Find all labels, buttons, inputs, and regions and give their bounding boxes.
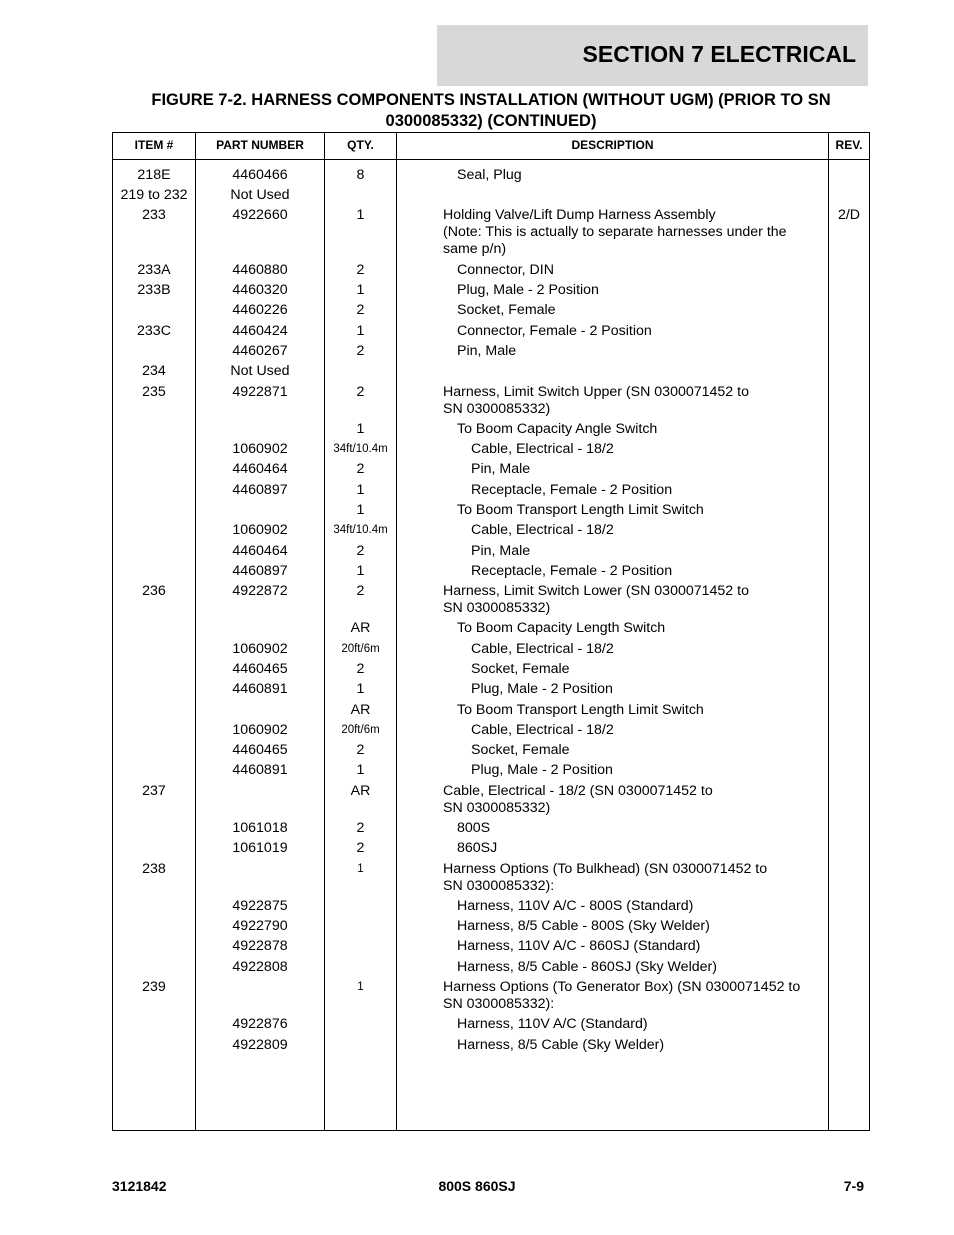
part-number: 4922790 bbox=[232, 918, 288, 934]
description: Cable, Electrical - 18/2 bbox=[471, 441, 614, 457]
quantity: 1 bbox=[357, 981, 364, 993]
quantity: 1 bbox=[357, 863, 364, 875]
revision: 2/D bbox=[837, 207, 861, 223]
part-number: 4460880 bbox=[232, 262, 288, 278]
item-number: 237 bbox=[142, 783, 166, 799]
quantity: 1 bbox=[356, 421, 365, 437]
quantity: 8 bbox=[356, 167, 365, 183]
part-number: 4460320 bbox=[232, 282, 288, 298]
quantity: AR bbox=[350, 783, 371, 799]
part-number: 4922875 bbox=[232, 898, 288, 914]
part-number: 1060902 bbox=[232, 441, 288, 457]
description: Harness, 110V A/C - 800S (Standard) bbox=[457, 898, 694, 914]
column-divider bbox=[396, 133, 397, 1130]
quantity: 1 bbox=[356, 762, 365, 778]
header-item: ITEM # bbox=[134, 138, 174, 152]
part-number: 4460465 bbox=[232, 742, 288, 758]
description: Harness, Limit Switch Upper (SN 0300071452 to SN 0300085332) bbox=[443, 384, 749, 417]
column-divider bbox=[828, 133, 829, 1130]
description: Cable, Electrical - 18/2 bbox=[471, 722, 614, 738]
description: Pin, Male bbox=[471, 543, 531, 559]
section-title: SECTION 7 ELECTRICAL bbox=[582, 41, 856, 67]
part-number: 4922872 bbox=[232, 583, 288, 599]
part-number: 4922808 bbox=[232, 959, 288, 975]
quantity: 2 bbox=[356, 742, 365, 758]
description: Cable, Electrical - 18/2 bbox=[471, 641, 614, 657]
description: Holding Valve/Lift Dump Harness Assembly (Note: This is actually to separate harnesses under the same p/n) bbox=[443, 207, 787, 257]
description: 800S bbox=[457, 820, 491, 836]
description: Socket, Female bbox=[457, 302, 556, 318]
description: To Boom Capacity Length Switch bbox=[457, 620, 666, 636]
quantity: 2 bbox=[356, 840, 365, 856]
quantity: 1 bbox=[356, 482, 365, 498]
item-number: 233 bbox=[142, 207, 166, 223]
parts-table bbox=[112, 132, 870, 1131]
description: Harness, 8/5 Cable - 860SJ (Sky Welder) bbox=[457, 959, 717, 975]
part-number: 4460891 bbox=[232, 681, 288, 697]
figure-title bbox=[113, 90, 869, 132]
quantity: 1 bbox=[356, 323, 365, 339]
description: Pin, Male bbox=[471, 461, 531, 477]
description: Receptacle, Female - 2 Position bbox=[471, 563, 673, 579]
description: Cable, Electrical - 18/2 (SN 0300071452 to SN 0300085332) bbox=[443, 783, 713, 816]
description: Connector, Female - 2 Position bbox=[457, 323, 652, 339]
description: Receptacle, Female - 2 Position bbox=[471, 482, 673, 498]
item-number: 236 bbox=[142, 583, 166, 599]
quantity: 2 bbox=[356, 343, 365, 359]
description: 860SJ bbox=[457, 840, 498, 856]
description: Connector, DIN bbox=[457, 262, 554, 278]
item-number: 233A bbox=[137, 262, 171, 278]
header-rev: REV. bbox=[835, 138, 863, 152]
header-qty: QTY. bbox=[347, 138, 374, 152]
description: Socket, Female bbox=[471, 661, 570, 677]
description: Harness Options (To Bulkhead) (SN 0300071452 to SN 0300085332): bbox=[443, 861, 768, 894]
item-number: 235 bbox=[142, 384, 166, 400]
quantity: 1 bbox=[356, 563, 365, 579]
section-header-band bbox=[437, 25, 868, 86]
quantity: 2 bbox=[356, 583, 365, 599]
description: Harness, 110V A/C (Standard) bbox=[457, 1016, 648, 1032]
description: Plug, Male - 2 Position bbox=[471, 681, 613, 697]
footer-document-number: 3121842 bbox=[112, 1178, 167, 1194]
part-number: 1060902 bbox=[232, 522, 288, 538]
description: Harness, 110V A/C - 860SJ (Standard) bbox=[457, 938, 701, 954]
quantity: 20ft/6m bbox=[341, 724, 380, 736]
part-number: 4922878 bbox=[232, 938, 288, 954]
part-number: 1060902 bbox=[232, 641, 288, 657]
description: To Boom Transport Length Limit Switch bbox=[457, 702, 704, 718]
description: Harness, Limit Switch Lower (SN 0300071452 to SN 0300085332) bbox=[443, 583, 749, 616]
part-number: 4460464 bbox=[232, 543, 288, 559]
description: Plug, Male - 2 Position bbox=[471, 762, 613, 778]
part-number: 4460267 bbox=[232, 343, 288, 359]
part-number: 4922876 bbox=[232, 1016, 288, 1032]
header-divider bbox=[113, 159, 869, 160]
figure-title-line-2: 0300085332) (CONTINUED) bbox=[385, 112, 597, 130]
description: Cable, Electrical - 18/2 bbox=[471, 522, 614, 538]
part-number: Not Used bbox=[230, 187, 290, 203]
part-number: 4922809 bbox=[232, 1037, 288, 1053]
item-number: 233C bbox=[137, 323, 171, 339]
quantity: 1 bbox=[356, 207, 365, 223]
quantity: 1 bbox=[356, 502, 365, 518]
quantity: AR bbox=[350, 702, 371, 718]
description: Socket, Female bbox=[471, 742, 570, 758]
quantity: 2 bbox=[356, 543, 365, 559]
figure-title-line-1: FIGURE 7-2. HARNESS COMPONENTS INSTALLATION (WITHOUT UGM) (PRIOR TO SN bbox=[151, 91, 831, 109]
quantity: 1 bbox=[356, 282, 365, 298]
description: Plug, Male - 2 Position bbox=[457, 282, 599, 298]
description: Harness, 8/5 Cable - 800S (Sky Welder) bbox=[457, 918, 710, 934]
footer-page-number: 7-9 bbox=[843, 1178, 864, 1194]
item-number: 234 bbox=[142, 363, 166, 379]
part-number: 4922871 bbox=[232, 384, 288, 400]
quantity: 34ft/10.4m bbox=[333, 443, 388, 455]
quantity: 34ft/10.4m bbox=[333, 524, 388, 536]
description: To Boom Capacity Angle Switch bbox=[457, 421, 658, 437]
quantity: AR bbox=[350, 620, 371, 636]
quantity: 2 bbox=[356, 820, 365, 836]
item-number: 239 bbox=[142, 979, 166, 995]
part-number: 4460465 bbox=[232, 661, 288, 677]
part-number: 1060902 bbox=[232, 722, 288, 738]
description: Harness Options (To Generator Box) (SN 0300071452 to SN 0300085332): bbox=[443, 979, 801, 1012]
part-number: 4460891 bbox=[232, 762, 288, 778]
part-number: 4460424 bbox=[232, 323, 288, 339]
description: To Boom Transport Length Limit Switch bbox=[457, 502, 704, 518]
part-number: 1061018 bbox=[232, 820, 288, 836]
quantity: 2 bbox=[356, 302, 365, 318]
item-number: 218E bbox=[137, 167, 171, 183]
part-number: 4922660 bbox=[232, 207, 288, 223]
part-number: 4460897 bbox=[232, 563, 288, 579]
part-number: Not Used bbox=[230, 363, 290, 379]
part-number: 4460897 bbox=[232, 482, 288, 498]
quantity: 1 bbox=[356, 681, 365, 697]
quantity: 20ft/6m bbox=[341, 643, 380, 655]
header-description: DESCRIPTION bbox=[571, 138, 654, 152]
quantity: 2 bbox=[356, 661, 365, 677]
description: Pin, Male bbox=[457, 343, 517, 359]
description: Seal, Plug bbox=[457, 167, 522, 183]
item-number: 219 to 232 bbox=[120, 187, 188, 203]
header-part-number: PART NUMBER bbox=[216, 138, 304, 152]
description: Harness, 8/5 Cable (Sky Welder) bbox=[457, 1037, 665, 1053]
quantity: 2 bbox=[356, 461, 365, 477]
part-number: 4460466 bbox=[232, 167, 288, 183]
item-number: 238 bbox=[142, 861, 166, 877]
part-number: 4460226 bbox=[232, 302, 288, 318]
quantity: 2 bbox=[356, 384, 365, 400]
footer-model: 800S 860SJ bbox=[438, 1178, 516, 1194]
part-number: 1061019 bbox=[232, 840, 288, 856]
quantity: 2 bbox=[356, 262, 365, 278]
item-number: 233B bbox=[137, 282, 171, 298]
part-number: 4460464 bbox=[232, 461, 288, 477]
